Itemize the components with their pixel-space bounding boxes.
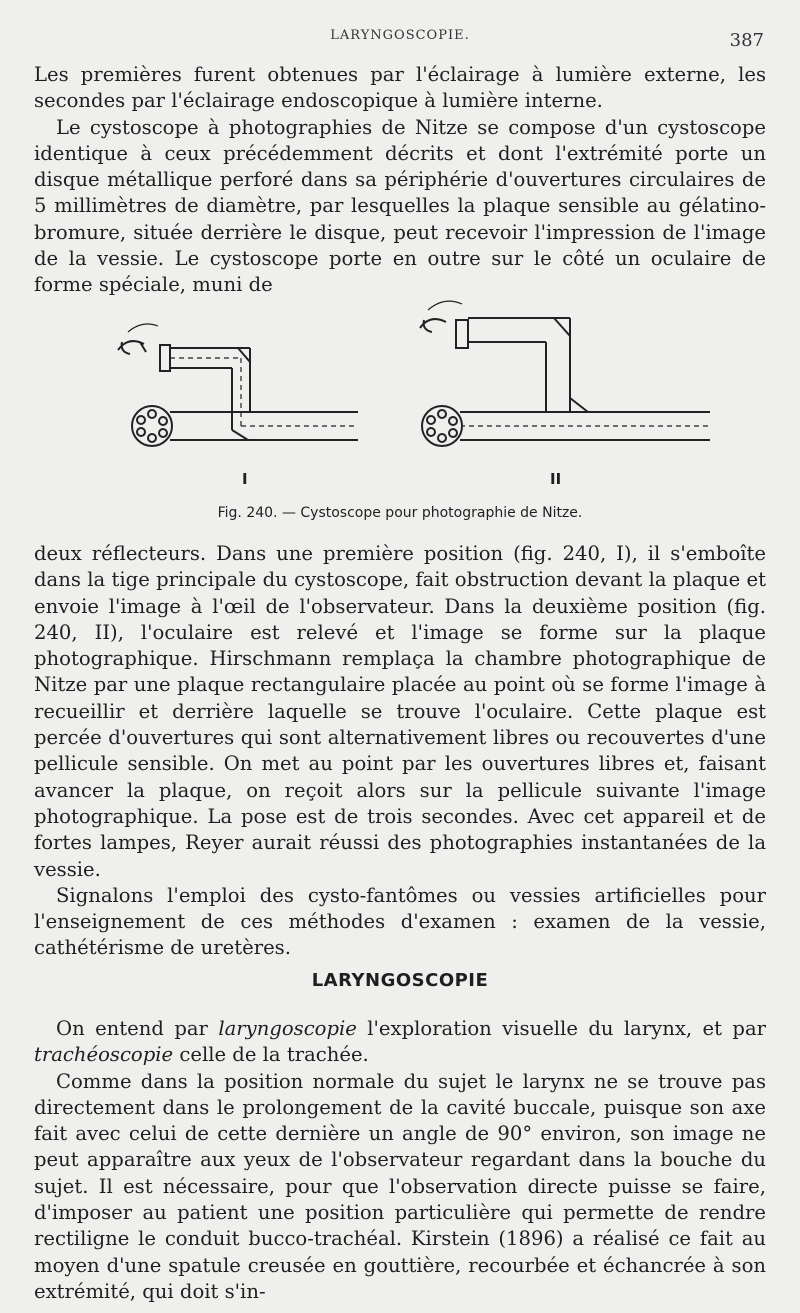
text-run: On entend par (56, 1017, 219, 1040)
figure-caption: Fig. 240. — Cystoscope pour photographie de Nitze. (217, 505, 583, 521)
text-block-top (34, 62, 766, 299)
term-tracheoscopie: trachéoscopie (34, 1043, 174, 1067)
page-number: 387 (729, 30, 764, 51)
eye-icon (118, 341, 146, 354)
paragraph: Le cystoscope à photographies de Nitze se compose d'un cystoscope identique à ceux précédemment décrits et dont l'extrémité porte un disque métallique perforé dans sa périphérie d'ouvertures circulaires de 5 millimètres de diamètre, par lesquelles la plaque sensible au gélatino-bromure, située derrière le disque, peut recevoir l'impression de l'image de la vessie. Le cystoscope porte en outre sur le côté un oculaire de forme spéciale, muni de (34, 115, 766, 297)
eyepiece (456, 320, 468, 348)
figure-cystoscope (100, 290, 740, 530)
text-run: celle de la trachée. (173, 1043, 369, 1067)
text-block-middle (34, 541, 766, 962)
eye-icon (420, 319, 446, 332)
paragraph (34, 1016, 766, 1069)
text-block-bottom (34, 1016, 766, 1305)
cystoscope-ii (420, 301, 710, 446)
paragraph: Signalons l'emploi des cysto-fantômes ou vessies artificielles pour l'enseignement de ces méthodes d'examen : examen de la vessie, cathétérisme de uretères. (34, 883, 766, 960)
eyelash-icon (128, 324, 158, 332)
paragraph: deux réflecteurs. Dans une première position (fig. 240, I), il s'emboîte dans la tige principale du cystoscope, fait obstruction devant la plaque et envoie l'image à l'œil de l'observateur. Dans la deuxième position (fig. 240, II), l'oculaire est relevé et l'image se forme sur la plaque photographique. Hirschmann remplaça la chambre photographique de Nitze par une plaque rectangulaire placée au point où se forme l'image à recueillir et derrière laquelle se trouve l'oculaire. Cette plaque est percée d'ouvertures qui sont alternativement libres ou recouvertes d'une pellicule sensible. On met au point par les ouvertures libres et, faisant avancer la plaque, on reçoit alors sur la pellicule suivante l'image photographique. La pose est de trois secondes. Avec cet appareil et de fortes lampes, Reyer aurait réussi des photographies instantanées de la vessie. (34, 542, 766, 881)
text-run: l'exploration visuelle du larynx, et par (356, 1017, 766, 1040)
running-title: LARYNGOSCOPIE. (330, 28, 470, 43)
section-heading: LARYNGOSCOPIE (311, 970, 489, 991)
eyelash-icon (428, 301, 462, 310)
paragraph: Comme dans la position normale du sujet le larynx ne se trouve pas directement dans le prolongement de la cavité buccale, puisque son axe fait avec celui de cette dernière un angle de 90° environ, son image ne peut apparaître aux yeux de l'observateur regardant dans la bouche du sujet. Il est nécessaire, pour que l'observation directe puisse se faire, d'imposer au patient une position particulière qui permette de rendre rectiligne le conduit bucco-trachéal. Kirstein (1896) a réalisé ce fait au moyen d'une spatule creusée en gouttière, recourbée et échancrée à son extrémité, qui doit s'in- (34, 1069, 766, 1303)
figure-label-i: I (242, 470, 248, 488)
term-laryngoscopie: laryngoscopie (218, 1017, 357, 1040)
paragraph: Les premières furent obtenues par l'éclairage à lumière externe, les secondes par l'éclairage endoscopique à lumière interne. (34, 63, 766, 113)
figure-label-ii: II (550, 470, 562, 488)
cystoscope-i (118, 324, 358, 446)
eyepiece (160, 345, 170, 371)
cystoscope-diagram (100, 290, 740, 530)
